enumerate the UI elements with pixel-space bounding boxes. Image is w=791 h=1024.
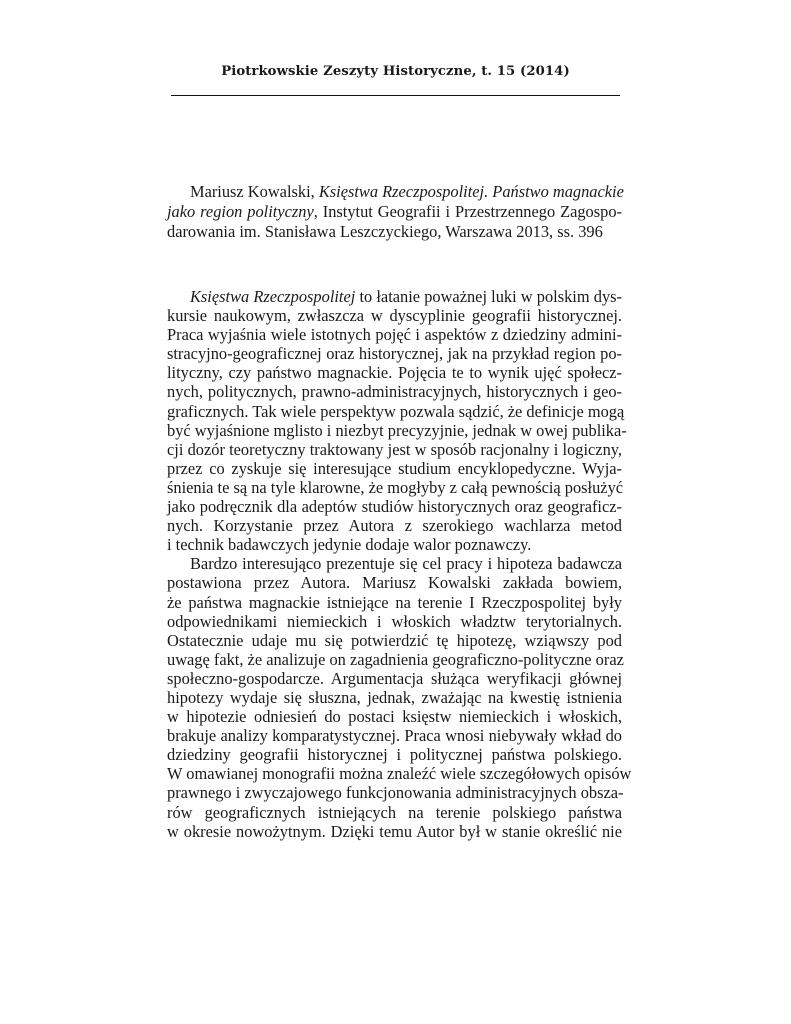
citation-author: Mariusz Kowalski, — [190, 182, 315, 201]
review-line: prawnego i zwyczajowego funkcjonowania administracyjnych obsza- — [167, 783, 624, 803]
review-line: W omawianej monografii można znaleźć wiele szczegółowych opisów — [167, 764, 632, 784]
review-line: nych, politycznych, prawno-administracyjnych, historycznych i geo- — [167, 382, 622, 402]
review-line: hipotezy wydaje się słuszna, jednak, zważając na kwestię istnienia — [167, 687, 622, 707]
review-line: dziedziny geografii historycznej i politycznej państwa polskiego. — [167, 745, 622, 765]
review-p1-line-1-rest: to łatanie poważnej luki w polskim dys- — [355, 287, 622, 306]
review-line: jako podręcznik dla adeptów studiów historycznych oraz geograficz- — [167, 497, 622, 517]
review-line: w okresie nowożytnym. Dzięki temu Autor był w stanie określić nie — [167, 821, 622, 841]
review-line: rów geograficznych istniejących na terenie polskiego państwa — [167, 802, 622, 822]
header-rule — [171, 95, 620, 96]
review-p2-line-1: Bardzo interesująco prezentuje się cel pracy i hipoteza badawcza — [190, 554, 622, 574]
review-line: postawiona przez Autora. Mariusz Kowalski zakłada bowiem, — [167, 573, 622, 593]
review-line: być wyjaśnione mglisto i niezbyt precyzyjnie, jednak w owej publika- — [167, 420, 627, 440]
review-line: brakuje analizy komparatystycznej. Praca wnosi niebywały wkład do — [167, 726, 622, 746]
review-line: przez co zyskuje się interesujące studium encyklopedyczne. Wyja- — [167, 458, 622, 478]
review-p1-line-1 — [167, 287, 622, 306]
running-header: Piotrkowskie Zeszyty Historyczne, t. 15 (2014) — [221, 64, 570, 79]
review-line: uwagę fakt, że analizuje on zagadnienia geograficzno-polityczne oraz — [167, 649, 624, 669]
review-body — [167, 287, 632, 841]
citation-publisher: , Instytut Geografii i Przestrzennego Zagospo- — [313, 202, 622, 221]
review-line: społeczno-gospodarcze. Argumentacja służąca weryfikacji głównej — [167, 668, 622, 688]
review-line: że państwa magnackie istniejące na terenie I Rzeczpospolitej były — [167, 592, 622, 612]
review-book-title: Księstwa Rzeczpospolitej — [190, 287, 356, 306]
review-line: w hipotezie odniesień do postaci księstw niemieckich i włoskich, — [167, 707, 622, 727]
citation-line-1 — [167, 182, 622, 202]
review-line: Praca wyjaśnia wiele istotnych pojęć i aspektów z dziedziny admini- — [167, 325, 622, 345]
review-line: kursie naukowym, zwłaszcza w dyscyplinie geografii historycznej. — [167, 306, 622, 326]
review-line: cji dozór teoretyczny traktowany jest w sposób racjonalny i logiczny, — [167, 439, 622, 459]
review-line: Ostatecznie udaje mu się potwierdzić tę hipotezę, wziąwszy pod — [167, 630, 622, 650]
review-line: nych. Korzystanie przez Autora z szerokiego wachlarza metod — [167, 516, 622, 536]
review-p1-last-line: i technik badawczych jedynie dodaje walor poznawczy. — [167, 535, 532, 555]
review-line: lityczny, czy państwo magnackie. Pojęcia te to wynik ujęć społecz- — [167, 363, 622, 383]
review-line: stracyjno-geograficznej oraz historycznej, jak na przykład region po- — [167, 344, 622, 364]
citation-line-3: darowania im. Stanisława Leszczyckiego, Warszawa 2013, ss. 396 — [167, 222, 603, 241]
review-line: graficznych. Tak wiele perspektyw pozwala sądzić, że definicje mogą — [167, 401, 625, 421]
citation-title-part-1: Księstwa Rzeczpospolitej. Państwo magnackie — [318, 182, 624, 201]
citation-title-part-2: jako region polityczny — [167, 202, 314, 221]
review-line: śnienia te są na tyle klarowne, że mogłyby z całą pewnością posłużyć — [167, 477, 624, 497]
bibliographic-citation — [167, 182, 622, 242]
citation-line-2 — [167, 202, 622, 222]
review-line: odpowiednikami niemieckich i włoskich władztw terytorialnych. — [167, 611, 622, 631]
